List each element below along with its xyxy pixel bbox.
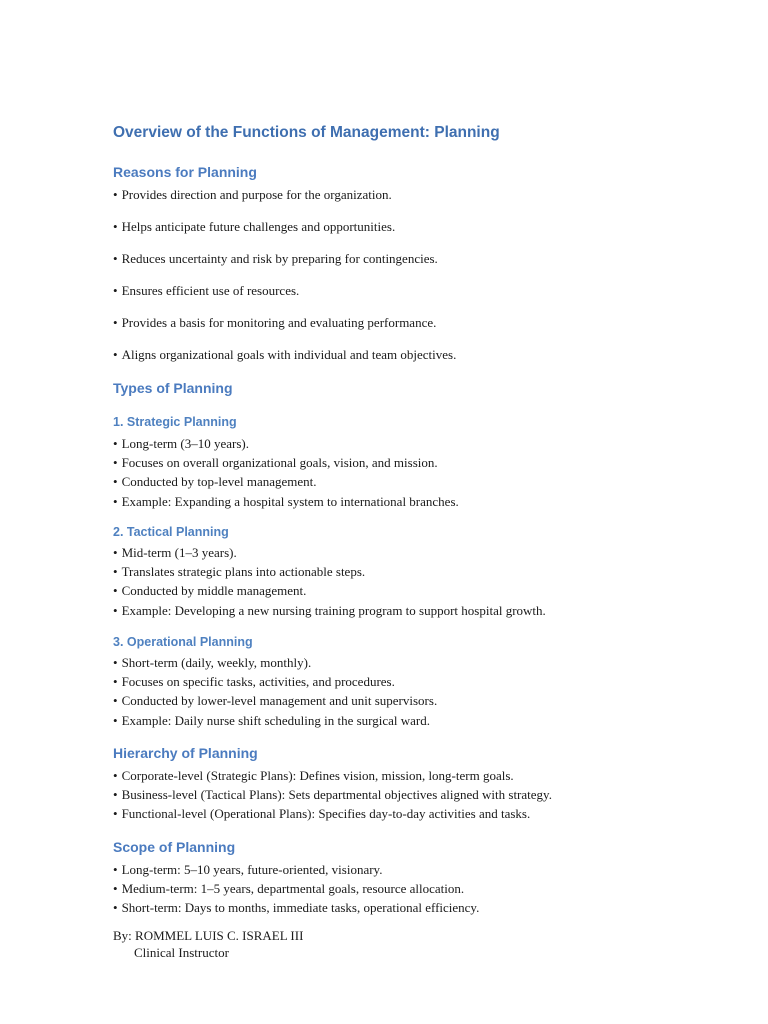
bullet-glyph: • (113, 674, 118, 690)
list-item-text: Example: Expanding a hospital system to international branches. (121, 493, 459, 509)
list-item (113, 218, 456, 250)
bullet-glyph: • (113, 187, 118, 202)
list-item (113, 543, 546, 562)
list-item (113, 711, 437, 730)
list-item-text: Functional-level (Operational Plans): Specifies day-to-day activities and tasks. (121, 806, 531, 822)
bullet-glyph: • (113, 219, 118, 234)
author-role: Clinical Instructor (134, 945, 229, 960)
list-item (113, 804, 552, 823)
list-scope (113, 860, 479, 918)
heading-operational: 3. Operational Planning (113, 635, 253, 649)
heading-types: Types of Planning (113, 380, 233, 396)
list-item-text: Long-term: 5–10 years, future-oriented, visionary. (121, 862, 383, 877)
heading-hierarchy: Hierarchy of Planning (113, 745, 258, 761)
bullet-glyph: • (113, 881, 118, 897)
list-item (113, 898, 479, 917)
list-item (113, 434, 459, 453)
list-item (113, 250, 456, 282)
list-item (113, 581, 546, 600)
list-strategic (113, 434, 459, 511)
list-item (113, 562, 546, 581)
list-item-text: Example: Developing a new nursing training program to support hospital growth. (121, 602, 546, 618)
list-item (113, 766, 552, 785)
bullet-glyph: • (113, 806, 118, 822)
bullet-glyph: • (113, 900, 118, 916)
list-reasons (113, 186, 456, 378)
bullet-glyph: • (113, 283, 118, 298)
bullet-glyph: • (113, 545, 118, 560)
heading-scope: Scope of Planning (113, 839, 236, 855)
list-item-text: Aligns organizational goals with individual and team objectives. (121, 347, 457, 362)
list-item (113, 601, 546, 620)
list-item-text: Conducted by top-level management. (121, 474, 317, 490)
list-item-text: Example: Daily nurse shift scheduling in the surgical ward. (121, 712, 431, 728)
bullet-glyph: • (113, 693, 118, 709)
list-item-text: Long-term (3–10 years). (121, 436, 249, 451)
bullet-glyph: • (113, 474, 118, 490)
document-title: Overview of the Functions of Management: Planning (113, 124, 500, 141)
heading-reasons: Reasons for Planning (113, 164, 257, 180)
list-item-text: Conducted by middle management. (121, 583, 307, 599)
list-item (113, 346, 456, 378)
bullet-glyph: • (113, 787, 118, 803)
list-tactical (113, 543, 546, 620)
bullet-glyph: • (113, 251, 118, 266)
author-byline: By: ROMMEL LUIS C. ISRAEL III (113, 928, 304, 943)
bullet-glyph: • (113, 655, 118, 670)
list-item (113, 691, 437, 710)
heading-tactical: 2. Tactical Planning (113, 525, 229, 539)
bullet-glyph: • (113, 455, 118, 471)
list-operational (113, 653, 437, 730)
list-item (113, 186, 456, 218)
bullet-glyph: • (113, 768, 118, 783)
list-item (113, 453, 459, 472)
list-item-text: Provides direction and purpose for the organization. (121, 187, 392, 202)
bullet-glyph: • (113, 564, 118, 580)
list-item-text: Reduces uncertainty and risk by preparing for contingencies. (121, 251, 438, 266)
list-item-text: Short-term (daily, weekly, monthly). (121, 655, 312, 670)
list-item-text: Medium-term: 1–5 years, departmental goals, resource allocation. (121, 881, 465, 897)
list-item-text: Corporate-level (Strategic Plans): Defines vision, mission, long-term goals. (121, 768, 514, 783)
bullet-glyph: • (113, 347, 118, 362)
bullet-glyph: • (113, 602, 118, 618)
list-item (113, 653, 437, 672)
list-item (113, 314, 456, 346)
list-item-text: Translates strategic plans into actionable steps. (121, 564, 366, 580)
list-item-text: Short-term: Days to months, immediate tasks, operational efficiency. (121, 900, 480, 916)
bullet-glyph: • (113, 583, 118, 599)
list-item (113, 282, 456, 314)
list-item (113, 492, 459, 511)
heading-strategic: 1. Strategic Planning (113, 415, 237, 429)
list-item (113, 860, 479, 879)
list-item (113, 785, 552, 804)
list-item (113, 879, 479, 898)
list-item (113, 472, 459, 491)
bullet-glyph: • (113, 712, 118, 728)
list-item-text: Provides a basis for monitoring and evaluating performance. (121, 315, 437, 330)
bullet-glyph: • (113, 315, 118, 330)
list-item-text: Conducted by lower-level management and unit supervisors. (121, 693, 438, 709)
list-item (113, 672, 437, 691)
list-item-text: Focuses on specific tasks, activities, and procedures. (121, 674, 395, 690)
list-item-text: Helps anticipate future challenges and opportunities. (121, 219, 396, 234)
bullet-glyph: • (113, 862, 118, 877)
list-item-text: Mid-term (1–3 years). (121, 545, 237, 560)
list-item-text: Business-level (Tactical Plans): Sets departmental objectives aligned with strategy. (121, 787, 552, 803)
list-item-text: Ensures efficient use of resources. (121, 283, 300, 298)
bullet-glyph: • (113, 493, 118, 509)
bullet-glyph: • (113, 436, 118, 451)
list-item-text: Focuses on overall organizational goals, vision, and mission. (121, 455, 438, 471)
list-hierarchy (113, 766, 552, 824)
